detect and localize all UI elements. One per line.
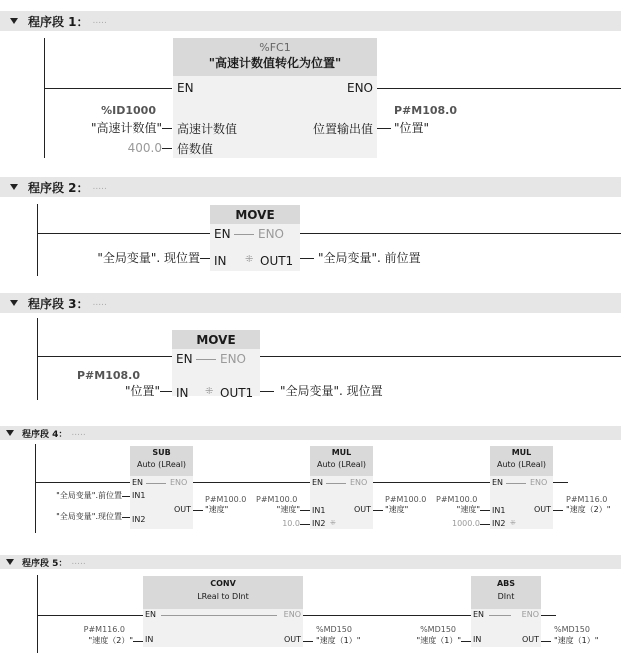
network-comment[interactable]: ..... — [71, 557, 86, 567]
pin-wire — [480, 510, 490, 511]
network-5-header[interactable] — [0, 555, 621, 569]
wire — [303, 615, 471, 616]
block-type[interactable]: Auto (LReal) — [136, 460, 187, 469]
en-pin: EN — [214, 227, 231, 241]
block-name: ABS — [496, 579, 516, 588]
pin-wire — [122, 517, 130, 518]
pin-wire — [193, 510, 203, 511]
in1-pin: IN1 — [312, 506, 326, 515]
expand-star-icon[interactable]: ⁜ — [245, 254, 254, 265]
block-name: MUL — [331, 448, 352, 457]
eno-pin: ENO — [258, 227, 285, 241]
collapse-toggle-icon[interactable] — [6, 559, 14, 565]
eno-pin: ENO — [170, 478, 188, 487]
en-pin: EN — [312, 478, 324, 487]
operand-address: P#M100.0 — [205, 495, 247, 504]
network-comment[interactable]: ..... — [71, 428, 86, 438]
power-rail — [37, 204, 38, 276]
pin-wire — [373, 510, 383, 511]
en-pin: EN — [473, 610, 485, 619]
block-name: CONV — [210, 579, 236, 588]
network-comment[interactable]: ..... — [92, 16, 107, 26]
out-pin: OUT — [521, 635, 539, 644]
out-pin: OUT1 — [220, 386, 254, 400]
pin-wire — [300, 258, 314, 259]
wire — [193, 482, 310, 483]
block-name: SUB — [152, 448, 171, 457]
pin-wire — [133, 641, 143, 642]
eno-pin: ENO — [521, 610, 539, 619]
input-pin-multiplier: 倍数值 — [177, 142, 214, 156]
in-pin: IN — [214, 254, 227, 268]
internal-line — [196, 359, 216, 360]
out-pin: OUT — [533, 505, 551, 514]
out-pin: OUT — [173, 505, 191, 514]
pin-wire — [162, 148, 172, 149]
move-block[interactable] — [210, 205, 300, 271]
pin-wire — [553, 510, 563, 511]
en-pin: EN — [132, 478, 144, 487]
operand-tag[interactable]: "速度" — [205, 505, 229, 514]
eno-pin: ENO — [350, 478, 368, 487]
operand-address: %MD150 — [554, 625, 590, 634]
operand-tag[interactable]: "高速计数值" — [90, 121, 162, 135]
in1-pin: IN1 — [132, 491, 146, 500]
expand-star-icon[interactable]: ⁜ — [330, 519, 336, 527]
operand-tag[interactable]: "速度（2）" — [566, 505, 611, 514]
block-type[interactable]: DInt — [497, 592, 515, 601]
pin-wire — [160, 391, 172, 392]
collapse-toggle-icon[interactable] — [10, 184, 18, 190]
abs-block[interactable] — [471, 576, 541, 647]
operand-tag[interactable]: "全局变量".现位置 — [56, 512, 122, 521]
block-address: %FC1 — [259, 41, 291, 54]
power-rail — [44, 38, 45, 158]
network-comment[interactable]: ..... — [92, 182, 107, 192]
block-name: "高速计数值转化为位置" — [208, 56, 342, 70]
mul-block[interactable] — [490, 446, 553, 529]
internal-line — [161, 615, 277, 616]
power-rail — [37, 575, 38, 653]
sub-block[interactable] — [130, 446, 193, 529]
output-pin-position: 位置输出值 — [312, 122, 373, 136]
operand-address: P#M100.0 — [385, 495, 427, 504]
network-3-header[interactable] — [0, 293, 621, 313]
out-pin: OUT — [353, 505, 371, 514]
in2-pin: IN2 — [492, 519, 506, 528]
operand-address: P#M108.0 — [76, 369, 140, 382]
operand-tag[interactable]: "速度（1）" — [416, 636, 461, 645]
wire — [37, 356, 172, 357]
network-1-header[interactable] — [0, 11, 621, 31]
expand-star-icon[interactable]: ⁜ — [510, 519, 516, 527]
expand-star-icon[interactable]: ⁜ — [205, 386, 214, 397]
operand-tag[interactable]: "全局变量". 前位置 — [318, 251, 421, 265]
block-name: MOVE — [196, 333, 236, 347]
operand-address: P#M116.0 — [566, 495, 608, 504]
operand-address: %MD150 — [420, 625, 456, 634]
operand-tag[interactable]: "位置" — [394, 121, 430, 135]
wire — [44, 88, 172, 89]
operand-address: P#M100.0 — [256, 495, 298, 504]
input-pin-counter: 高速计数值 — [177, 122, 238, 136]
network-title: 程序段 3： — [28, 296, 89, 311]
in-pin: IN — [145, 635, 154, 644]
network-title: 程序段 4： — [22, 429, 68, 440]
fc1-block[interactable] — [173, 38, 377, 158]
in2-pin: IN2 — [312, 519, 326, 528]
network-title: 程序段 5： — [22, 558, 68, 569]
collapse-toggle-icon[interactable] — [6, 430, 14, 436]
network-title: 程序段 2： — [28, 180, 89, 195]
out-pin: OUT1 — [260, 254, 294, 268]
eno-pin: ENO — [346, 81, 373, 95]
wire — [35, 482, 130, 483]
mul-block[interactable] — [310, 446, 373, 529]
operand-address: P#M108.0 — [394, 104, 458, 117]
move-block[interactable] — [172, 330, 260, 400]
network-comment[interactable]: ..... — [92, 298, 107, 308]
wire — [553, 482, 568, 483]
in-pin: IN — [176, 386, 189, 400]
eno-pin: ENO — [283, 610, 301, 619]
network-4-header[interactable] — [0, 426, 621, 440]
wire — [37, 233, 210, 234]
constant-value[interactable]: 1000.0 — [452, 519, 480, 528]
operand-tag[interactable]: "速度（1）" — [316, 636, 361, 645]
operand-tag[interactable]: "位置" — [124, 384, 160, 398]
en-pin: EN — [176, 352, 193, 366]
power-rail — [37, 318, 38, 400]
pin-wire — [122, 496, 130, 497]
in1-pin: IN1 — [492, 506, 506, 515]
operand-address: %MD150 — [316, 625, 352, 634]
en-pin: EN — [492, 478, 504, 487]
block-type[interactable]: LReal to DInt — [197, 592, 249, 601]
operand-tag[interactable]: "全局变量".前位置 — [56, 491, 122, 500]
eno-pin: ENO — [530, 478, 548, 487]
pin-wire — [377, 128, 391, 129]
constant-value[interactable]: 400.0 — [127, 141, 162, 155]
constant-value[interactable]: 10.0 — [282, 519, 300, 528]
pin-wire — [303, 641, 313, 642]
pin-wire — [300, 524, 310, 525]
block-name: MOVE — [235, 208, 275, 222]
block-name: MUL — [511, 448, 532, 457]
operand-tag[interactable]: "速度" — [276, 505, 300, 514]
internal-line — [234, 234, 254, 235]
wire — [37, 615, 143, 616]
wire — [260, 356, 621, 357]
operand-tag[interactable]: "速度（2）" — [88, 636, 133, 645]
operand-address: %ID1000 — [101, 104, 156, 117]
in-pin: IN — [473, 635, 482, 644]
network-title: 程序段 1： — [28, 14, 89, 29]
pin-wire — [541, 641, 551, 642]
collapse-toggle-icon[interactable] — [10, 300, 18, 306]
wire — [300, 233, 621, 234]
pin-wire — [162, 128, 172, 129]
out-pin: OUT — [283, 635, 301, 644]
en-pin: EN — [145, 610, 157, 619]
operand-address: P#M116.0 — [83, 625, 125, 634]
operand-address: P#M100.0 — [436, 495, 478, 504]
eno-pin: ENO — [220, 352, 247, 366]
pin-wire — [300, 510, 310, 511]
network-2-header[interactable] — [0, 177, 621, 197]
wire — [373, 482, 490, 483]
operand-tag[interactable]: "速度" — [456, 505, 480, 514]
conv-block[interactable] — [143, 576, 303, 647]
internal-line — [506, 483, 526, 484]
operand-tag[interactable]: "全局变量". 现位置 — [97, 251, 200, 265]
in2-pin: IN2 — [132, 515, 146, 524]
pin-wire — [200, 258, 210, 259]
collapse-toggle-icon[interactable] — [10, 18, 18, 24]
operand-tag[interactable]: "速度" — [385, 505, 409, 514]
internal-line — [146, 483, 166, 484]
pin-wire — [461, 641, 471, 642]
wire — [377, 88, 621, 89]
internal-line — [489, 615, 511, 616]
pin-wire — [260, 391, 274, 392]
wire — [541, 615, 556, 616]
operand-tag[interactable]: "速度（1）" — [554, 636, 599, 645]
en-pin: EN — [177, 81, 194, 95]
operand-tag[interactable]: "全局变量". 现位置 — [280, 384, 383, 398]
pin-wire — [480, 524, 490, 525]
block-type[interactable]: Auto (LReal) — [496, 460, 547, 469]
internal-line — [326, 483, 346, 484]
block-type[interactable]: Auto (LReal) — [316, 460, 367, 469]
